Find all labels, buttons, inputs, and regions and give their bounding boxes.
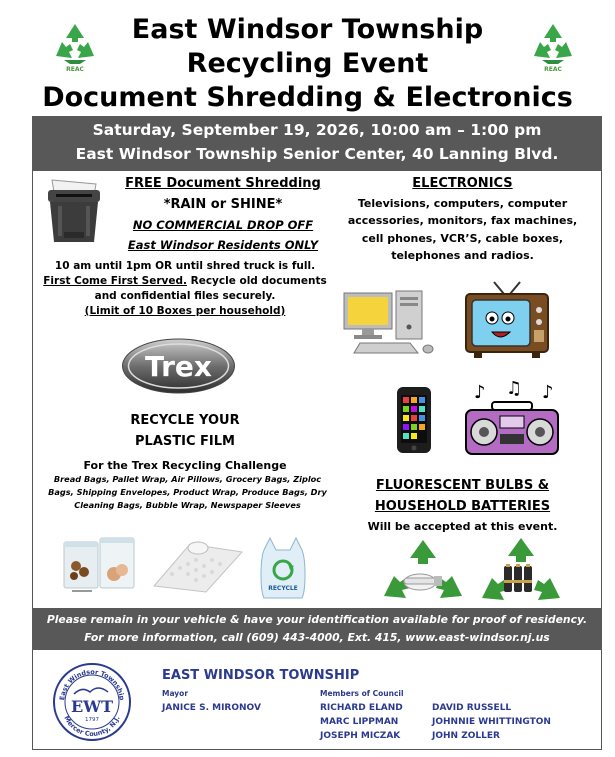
fluorescent-bulb-recycle-icon xyxy=(380,538,466,602)
seal-year: 1797 xyxy=(85,717,99,723)
recycle-note-b: and confidential files securely. xyxy=(94,289,276,302)
tv-icon xyxy=(462,280,552,360)
council-member: RICHARD ELAND xyxy=(320,703,403,713)
event-location: East Windsor Township Senior Center, 40 Lanning Blvd. xyxy=(75,145,559,163)
plastic-items-list: Bread Bags, Pallet Wrap, Air Pillows, Grocery Bags, Ziploc Bags, Shipping Envelopes, Product Wrap, Produce Bags, Dry Cleaning Bags, Bubble Wrap, Newspaper Sleeves xyxy=(48,474,327,511)
plastic-title-2: PLASTIC FILM xyxy=(135,433,235,449)
council-label: Members of Council xyxy=(320,689,404,698)
township-name: EAST WINDSOR TOWNSHIP xyxy=(162,668,360,683)
shredding-hours: 10 am until 1pm OR until shred truck is full. xyxy=(54,260,316,272)
shredder-icon xyxy=(42,176,106,246)
no-commercial-note: NO COMMERCIAL DROP OFF xyxy=(132,218,314,232)
plastic-title-1: RECYCLE YOUR xyxy=(130,413,240,428)
trex-logo xyxy=(121,338,236,394)
fluorescent-title xyxy=(345,476,580,518)
council-member: JOSEPH MICZAK xyxy=(320,731,401,741)
notice-band xyxy=(32,608,602,650)
electronics-title: ELECTRONICS xyxy=(412,176,513,191)
recycle-note-a: Recycle old documents xyxy=(186,274,327,287)
boombox-radio-icon xyxy=(462,380,562,456)
svg-text:♪: ♪ xyxy=(542,382,554,403)
shredding-first-come xyxy=(40,274,330,289)
header xyxy=(0,0,615,112)
first-come-text: First Come First Served. xyxy=(43,274,187,287)
residency-notice: Please remain in your vehicle & have your identification available for proof of residency. xyxy=(46,613,588,626)
seal-bottom-text: Mercer County, N.J. xyxy=(62,714,122,739)
svg-text:♫: ♫ xyxy=(506,380,523,399)
bubble-wrap-icon xyxy=(150,534,244,594)
township-seal-icon xyxy=(52,662,132,742)
battery-recycle-icon xyxy=(478,536,564,606)
recycle-bag-icon xyxy=(258,530,308,602)
residents-only-note: East Windsor Residents ONLY xyxy=(127,238,319,252)
svg-text:♪: ♪ xyxy=(474,382,486,403)
contact-info: For more information, call (609) 443-4000, Ext. 415, www.east-windsor.nj.us xyxy=(84,631,550,644)
council-member: MARC LIPPMAN xyxy=(320,717,399,727)
council-member: DAVID RUSSELL xyxy=(432,703,512,713)
trex-logo-text: Trex xyxy=(145,350,212,383)
mayor-label: Mayor xyxy=(162,689,189,698)
council-member: JOHNNIE WHITTINGTON xyxy=(432,717,551,727)
event-info-band xyxy=(32,116,602,171)
plastic-film-title xyxy=(90,411,280,453)
seal-top-text: East Windsor Township xyxy=(58,667,126,701)
electronics-list: Televisions, computers, computer accessories, monitors, fax machines, cell phones, VCR’S, cable boxes, telephones and radios. xyxy=(347,197,578,263)
trex-challenge-subtitle: For the Trex Recycling Challenge xyxy=(83,459,287,472)
event-date-time: Saturday, September 19, 2026, 10:00 am – 1:00 pm xyxy=(92,121,542,139)
fluorescent-title-1: FLUORESCENT BULBS & xyxy=(375,478,550,493)
fluorescent-title-2: HOUSEHOLD BATTERIES xyxy=(374,498,551,514)
shredding-title: FREE Document Shredding xyxy=(125,176,321,191)
rain-or-shine: *RAIN or SHINE* xyxy=(163,197,283,212)
logo-text: REAC xyxy=(66,66,84,73)
cell-phone-icon xyxy=(395,385,433,455)
mayor-name: JANICE S. MIRONOV xyxy=(162,703,261,713)
box-limit: (Limit of 10 Boxes per household) xyxy=(84,304,286,317)
page-subtitle-2: Document Shredding & Electronics xyxy=(42,82,573,113)
recycle-bag-label: RECYCLE xyxy=(268,585,298,592)
shredding-details xyxy=(40,259,330,319)
ziploc-bags-icon xyxy=(62,530,138,598)
seal-letters: EWT xyxy=(70,697,114,716)
logo-text: REAC xyxy=(544,66,562,73)
page-subtitle: Recycling Event xyxy=(186,48,429,79)
fluorescent-note: Will be accepted at this event. xyxy=(367,520,558,533)
page-title: East Windsor Township xyxy=(131,14,484,45)
computer-icon xyxy=(340,287,440,359)
council-member: JOHN ZOLLER xyxy=(432,731,500,741)
